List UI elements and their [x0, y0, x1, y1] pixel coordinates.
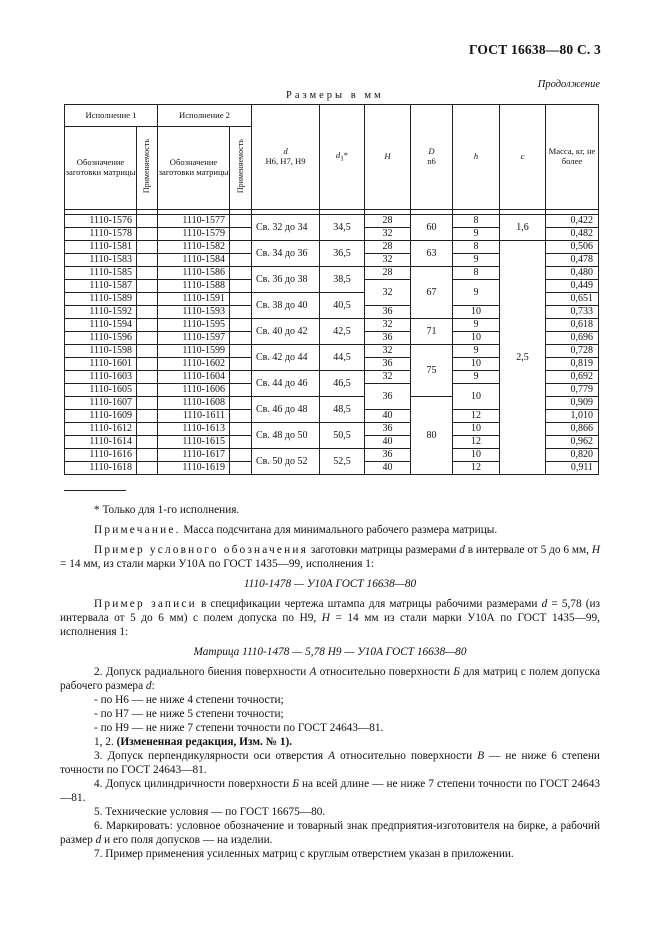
table-row: 1110-1603 1110-1604 Св. 44 до 46 46,5 32 9 0,692 [65, 371, 599, 384]
header-c: c [500, 105, 546, 210]
header-H: H [365, 105, 411, 210]
table-row: 1110-1612 1110-1613 Св. 48 до 50 50,5 36 10 0,866 [65, 423, 599, 436]
table-row: 1110-1601 1110-1602 36 10 0,819 [65, 358, 599, 371]
item-2-dash-2: - по H7 — не ниже 5 степени точности; [94, 708, 284, 720]
header-applicability-1: Применяемость [137, 127, 158, 210]
table-row: 1110-1598 1110-1599 Св. 42 до 44 44,5 32 75 9 0,728 [65, 345, 599, 358]
item-2: 2. Допуск радиального биения поверхности A относительно поверхности Б для матриц с полем допуска рабочего размера d: [60, 666, 600, 692]
example-formula-1: 1110-1478 — У10А ГОСТ 16638—80 [243, 578, 417, 590]
item-6: 6. Маркировать: условное обозначение и товарный знак предприятия-изготовителя на бирке, а рабочий размер d и его поля допусков — на изделии. [60, 820, 600, 846]
header-h: h [453, 105, 500, 210]
example-formula-2: Матрица 1110-1478 — 5,78 Н9 — У10А ГОСТ 16638—80 [193, 646, 467, 658]
table-row: 1110-1614 1110-1615 40 12 0,962 [65, 436, 599, 449]
edition-note: 1, 2. (Измененная редакция, Изм. № 1). [94, 736, 293, 748]
header-mass: Масса, кг, не более [546, 105, 599, 210]
table-row: 1110-1578 1110-1579 32 9 0,482 [65, 228, 599, 241]
continuation-label: Продолжение [537, 79, 600, 90]
item-7: 7. Пример применения усиленных матриц с круглым отверстием указан в приложении. [94, 848, 514, 860]
table-row: 1110-1618 1110-1619 40 12 0,911 [65, 462, 599, 475]
table-row: 1110-1605 1110-1606 36 10 0,779 [65, 384, 599, 397]
header-d1: $d_1*$ [320, 105, 365, 210]
item-3: 3. Допуск перпендикулярности оси отверстия A относительно поверхности B — не ниже 6 степени точности по ГОСТ 24643—81. [60, 750, 600, 776]
footnote: * Только для 1-го исполнения. [94, 504, 240, 516]
header-designation-2: Обозначение заготовки матрицы [158, 127, 230, 210]
dimensions-caption: Размеры в мм [286, 90, 384, 101]
table-row: 1110-1589 1110-1591 Св. 38 до 40 40,5 0,651 [65, 293, 599, 306]
item-2-dash-1: - по H6 — не ниже 4 степени точности; [94, 694, 284, 706]
table-row: 1110-1581 1110-1582 Св. 34 до 36 36,5 28 63 8 2,5 0,506 [65, 241, 599, 254]
table-row: 1110-1616 1110-1617 Св. 50 до 52 52,5 36 10 0,820 [65, 449, 599, 462]
item-2-dash-3: - по H9 — не ниже 7 степени точности по ГОСТ 24643—81. [94, 722, 384, 734]
page-header-code: ГОСТ 16638—80 С. 3 [468, 42, 601, 57]
table-row: 1110-1592 1110-1593 36 10 0,733 [65, 306, 599, 319]
table-row: 1110-1576 1110-1577 Св. 32 до 34 34,5 28 60 8 1,6 0,422 [65, 215, 599, 228]
matrix-blanks-table [64, 104, 599, 475]
header-group-2: Исполнение 2 [158, 105, 252, 127]
table-row: 1110-1596 1110-1597 36 10 0,696 [65, 332, 599, 345]
table-row: 1110-1587 1110-1588 32 9 0,449 [65, 280, 599, 293]
table-row: 1110-1594 1110-1595 Св. 40 до 42 42,5 32 71 9 0,618 [65, 319, 599, 332]
example-record: Пример записи в спецификации чертежа штампа для матрицы рабочими размерами d = 5,78 (из интервала от 5 до 6 мм) с полем допуска по H9, H = 14 мм из стали марки У10А по ГОСТ 1435—99, исполнения 1: [60, 598, 600, 638]
item-5: 5. Технические условия — по ГОСТ 16675—80. [94, 806, 326, 818]
example-designation: Пример условного обозначения заготовки матрицы размерами d в интервале от 5 до 6 мм, H = 14 мм, из стали марки У10А по ГОСТ 1435—99, исполнения 1: [60, 544, 600, 570]
notes-block [60, 503, 600, 861]
table-row: 1110-1607 1110-1608 Св. 46 до 48 48,5 80 0,909 [65, 397, 599, 410]
header-designation-1: Обозначение заготовки матрицы [65, 127, 137, 210]
header-group-1: Исполнение 1 [65, 105, 158, 127]
header-applicability-2: Применяемость [230, 127, 252, 210]
header-d: d H6, H7, H9 [252, 105, 320, 210]
header-D: D n6 [411, 105, 453, 210]
table-row: 1110-1585 1110-1586 Св. 36 до 38 38,5 28 67 8 0,480 [65, 267, 599, 280]
note-paragraph: Примечание. Масса подсчитана для минимального рабочего размера матрицы. [94, 524, 498, 536]
footnote-rule [64, 490, 126, 491]
table-row: 1110-1583 1110-1584 32 9 0,478 [65, 254, 599, 267]
table-row: 1110-1609 1110-1611 40 12 1,010 [65, 410, 599, 423]
item-4: 4. Допуск цилиндричности поверхности Б на всей длине — не ниже 7 степени точности по ГОСТ 24643—81. [60, 778, 600, 804]
